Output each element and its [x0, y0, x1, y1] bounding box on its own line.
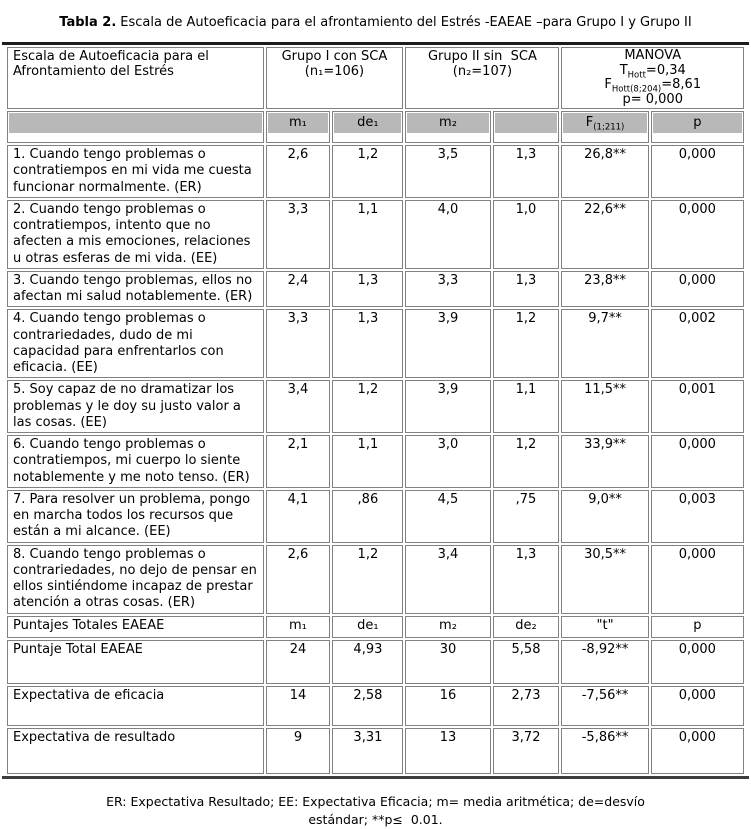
cell-de1: 1,2	[332, 380, 403, 433]
cell-p: 0,000	[651, 145, 744, 198]
manova-title: MANOVA	[624, 48, 682, 64]
totals-de1-label: de₁	[332, 616, 403, 638]
item-label: 5. Soy capaz de no dramatizar los problemas y le doy su justo valor a las cosas. (EE)	[7, 380, 264, 433]
total-label: Expectativa de resultado	[7, 728, 264, 774]
cell-de2: 1,1	[493, 380, 560, 433]
header-stub: Escala de Autoeficacia para el Afrontamiento del Estrés	[7, 47, 264, 109]
cell-de2: ,75	[493, 490, 560, 543]
cell-m1: 2,6	[266, 545, 331, 614]
cell-m2: 3,5	[405, 145, 490, 198]
cell-p: 0,002	[651, 309, 744, 378]
item-label: 8. Cuando tengo problemas o contrariedades, no dejo de pensar en ellos sintiéndome incapaz de prestar atención a otras cosas. (ER)	[7, 545, 264, 614]
cell-m1: 24	[266, 640, 331, 684]
f-label	[563, 113, 646, 133]
cell-m2: 13	[405, 728, 490, 774]
manova-f-base: F	[604, 77, 612, 93]
totals-header-row	[7, 616, 744, 638]
cell-m2: 30	[405, 640, 490, 684]
cell-m2: 3,9	[405, 380, 490, 433]
cell-m2: 4,0	[405, 200, 490, 269]
header-group1	[266, 47, 404, 109]
item-label: 6. Cuando tengo problemas o contratiempos, mi cuerpo lo siente notablemente y me noto tenso. (ER)	[7, 435, 264, 488]
manova-t-sub: Hott	[627, 70, 646, 81]
caption-label: Tabla 2.	[59, 15, 117, 30]
subheader-row	[7, 111, 744, 143]
totals-m2-label: m₂	[405, 616, 490, 638]
cell-de2: 3,72	[493, 728, 560, 774]
subheader-p	[651, 111, 744, 143]
group1-n: (n₁=106)	[304, 64, 365, 80]
cell-de1: 1,3	[332, 271, 403, 308]
total-row	[7, 686, 744, 726]
totals-m1-label: m₁	[266, 616, 331, 638]
cell-m2: 3,9	[405, 309, 490, 378]
totals-header-label: Puntajes Totales EAEAE	[7, 616, 264, 638]
header-group2	[405, 47, 559, 109]
manova-p-value: p= 0,000	[622, 91, 683, 107]
cell-de2: 1,3	[493, 271, 560, 308]
manova-t-value: =0,34	[645, 62, 686, 78]
m2-label: m₂	[407, 113, 488, 133]
cell-de1: 1,1	[332, 200, 403, 269]
manova-t-base: T	[619, 62, 628, 78]
cell-de1: 1,2	[332, 545, 403, 614]
total-row	[7, 640, 744, 684]
subheader-de2	[493, 111, 560, 143]
cell-f: 23,8**	[561, 271, 648, 308]
cell-m1: 9	[266, 728, 331, 774]
cell-de2: 2,73	[493, 686, 560, 726]
cell-de1: 3,31	[332, 728, 403, 774]
manova-t-stat	[567, 64, 738, 79]
cell-m2: 3,4	[405, 545, 490, 614]
group2-name: Grupo II sin SCA	[427, 49, 537, 65]
cell-de1: 2,58	[332, 686, 403, 726]
totals-t-label: "t"	[561, 616, 648, 638]
cell-p: 0,000	[651, 545, 744, 614]
subheader-m2	[405, 111, 490, 143]
item-row	[7, 271, 744, 308]
cell-f: 30,5**	[561, 545, 648, 614]
f-sub: (1;211)	[593, 122, 625, 133]
header-row	[7, 47, 744, 109]
cell-p: 0,000	[651, 200, 744, 269]
cell-de1: 1,1	[332, 435, 403, 488]
total-label: Puntaje Total EAEAE	[7, 640, 264, 684]
subheader-stub	[7, 111, 264, 143]
subheader-f	[561, 111, 648, 143]
manova-f-stat	[567, 78, 738, 93]
cell-m2: 3,3	[405, 271, 490, 308]
table-footnote: ER: Expectativa Resultado; EE: Expectativa Eficacia; m= media aritmética; de=desvío estándar; **p≤ 0.01.	[106, 793, 645, 827]
de1-label: de₁	[334, 113, 401, 133]
header-manova	[561, 47, 744, 109]
group2-n: (n₂=107)	[452, 64, 513, 80]
table-caption	[48, 13, 703, 33]
cell-de2: 5,58	[493, 640, 560, 684]
de2-label	[495, 113, 558, 133]
cell-t: -7,56**	[561, 686, 648, 726]
item-label: 3. Cuando tengo problemas, ellos no afectan mi salud notablemente. (ER)	[7, 271, 264, 308]
item-label: 4. Cuando tengo problemas o contrariedades, dudo de mi capacidad para enfrentarlos con eficacia. (EE)	[7, 309, 264, 378]
cell-p: 0,003	[651, 490, 744, 543]
cell-f: 11,5**	[561, 380, 648, 433]
cell-m2: 16	[405, 686, 490, 726]
cell-m1: 2,6	[266, 145, 331, 198]
manova-f-sub: Hott(8;204)	[611, 84, 662, 95]
item-row	[7, 145, 744, 198]
cell-m1: 2,4	[266, 271, 331, 308]
item-row	[7, 435, 744, 488]
total-row	[7, 728, 744, 774]
cell-de1: ,86	[332, 490, 403, 543]
cell-p: 0,000	[651, 686, 744, 726]
cell-p: 0,000	[651, 271, 744, 308]
stats-table	[5, 45, 746, 776]
totals-de2-label: de₂	[493, 616, 560, 638]
subheader-m1	[266, 111, 331, 143]
cell-f: 26,8**	[561, 145, 648, 198]
total-label: Expectativa de eficacia	[7, 686, 264, 726]
cell-m1: 3,4	[266, 380, 331, 433]
cell-de2: 1,3	[493, 545, 560, 614]
p-label: p	[653, 113, 742, 133]
m1-label: m₁	[268, 113, 329, 133]
cell-de2: 1,2	[493, 435, 560, 488]
item-label: 7. Para resolver un problema, pongo en marcha todos los recursos que están a mi alcance. (EE)	[7, 490, 264, 543]
cell-m2: 4,5	[405, 490, 490, 543]
cell-m1: 4,1	[266, 490, 331, 543]
cell-f: 9,0**	[561, 490, 648, 543]
manova-f-value: =8,61	[661, 77, 702, 93]
cell-p: 0,000	[651, 640, 744, 684]
cell-f: 9,7**	[561, 309, 648, 378]
item-row	[7, 200, 744, 269]
cell-de2: 1,3	[493, 145, 560, 198]
cell-p: 0,001	[651, 380, 744, 433]
cell-m1: 3,3	[266, 309, 331, 378]
group1-name: Grupo I con SCA	[281, 49, 388, 65]
gray-band	[9, 113, 262, 133]
cell-de1: 1,2	[332, 145, 403, 198]
cell-m1: 14	[266, 686, 331, 726]
table-frame	[2, 42, 749, 779]
cell-f: 33,9**	[561, 435, 648, 488]
cell-t: -5,86**	[561, 728, 648, 774]
cell-m1: 2,1	[266, 435, 331, 488]
cell-m2: 3,0	[405, 435, 490, 488]
item-label: 1. Cuando tengo problemas o contratiempos en mi vida me cuesta funcionar normalmente. (ER)	[7, 145, 264, 198]
item-row	[7, 380, 744, 433]
totals-p-label: p	[651, 616, 744, 638]
cell-t: -8,92**	[561, 640, 648, 684]
caption-text: Escala de Autoeficacia para el afrontamiento del Estrés -EAEAE –para Grupo I y Grupo II	[120, 15, 692, 30]
cell-f: 22,6**	[561, 200, 648, 269]
cell-m1: 3,3	[266, 200, 331, 269]
cell-de1: 1,3	[332, 309, 403, 378]
cell-de1: 4,93	[332, 640, 403, 684]
item-row	[7, 309, 744, 378]
item-label: 2. Cuando tengo problemas o contratiempos, intento que no afecten a mis emociones, relaciones u otras esferas de mi vida. (EE)	[7, 200, 264, 269]
item-row	[7, 490, 744, 543]
cell-p: 0,000	[651, 728, 744, 774]
subheader-de1	[332, 111, 403, 143]
cell-de2: 1,0	[493, 200, 560, 269]
item-row	[7, 545, 744, 614]
cell-de2: 1,2	[493, 309, 560, 378]
f-base: F	[585, 115, 594, 131]
cell-p: 0,000	[651, 435, 744, 488]
